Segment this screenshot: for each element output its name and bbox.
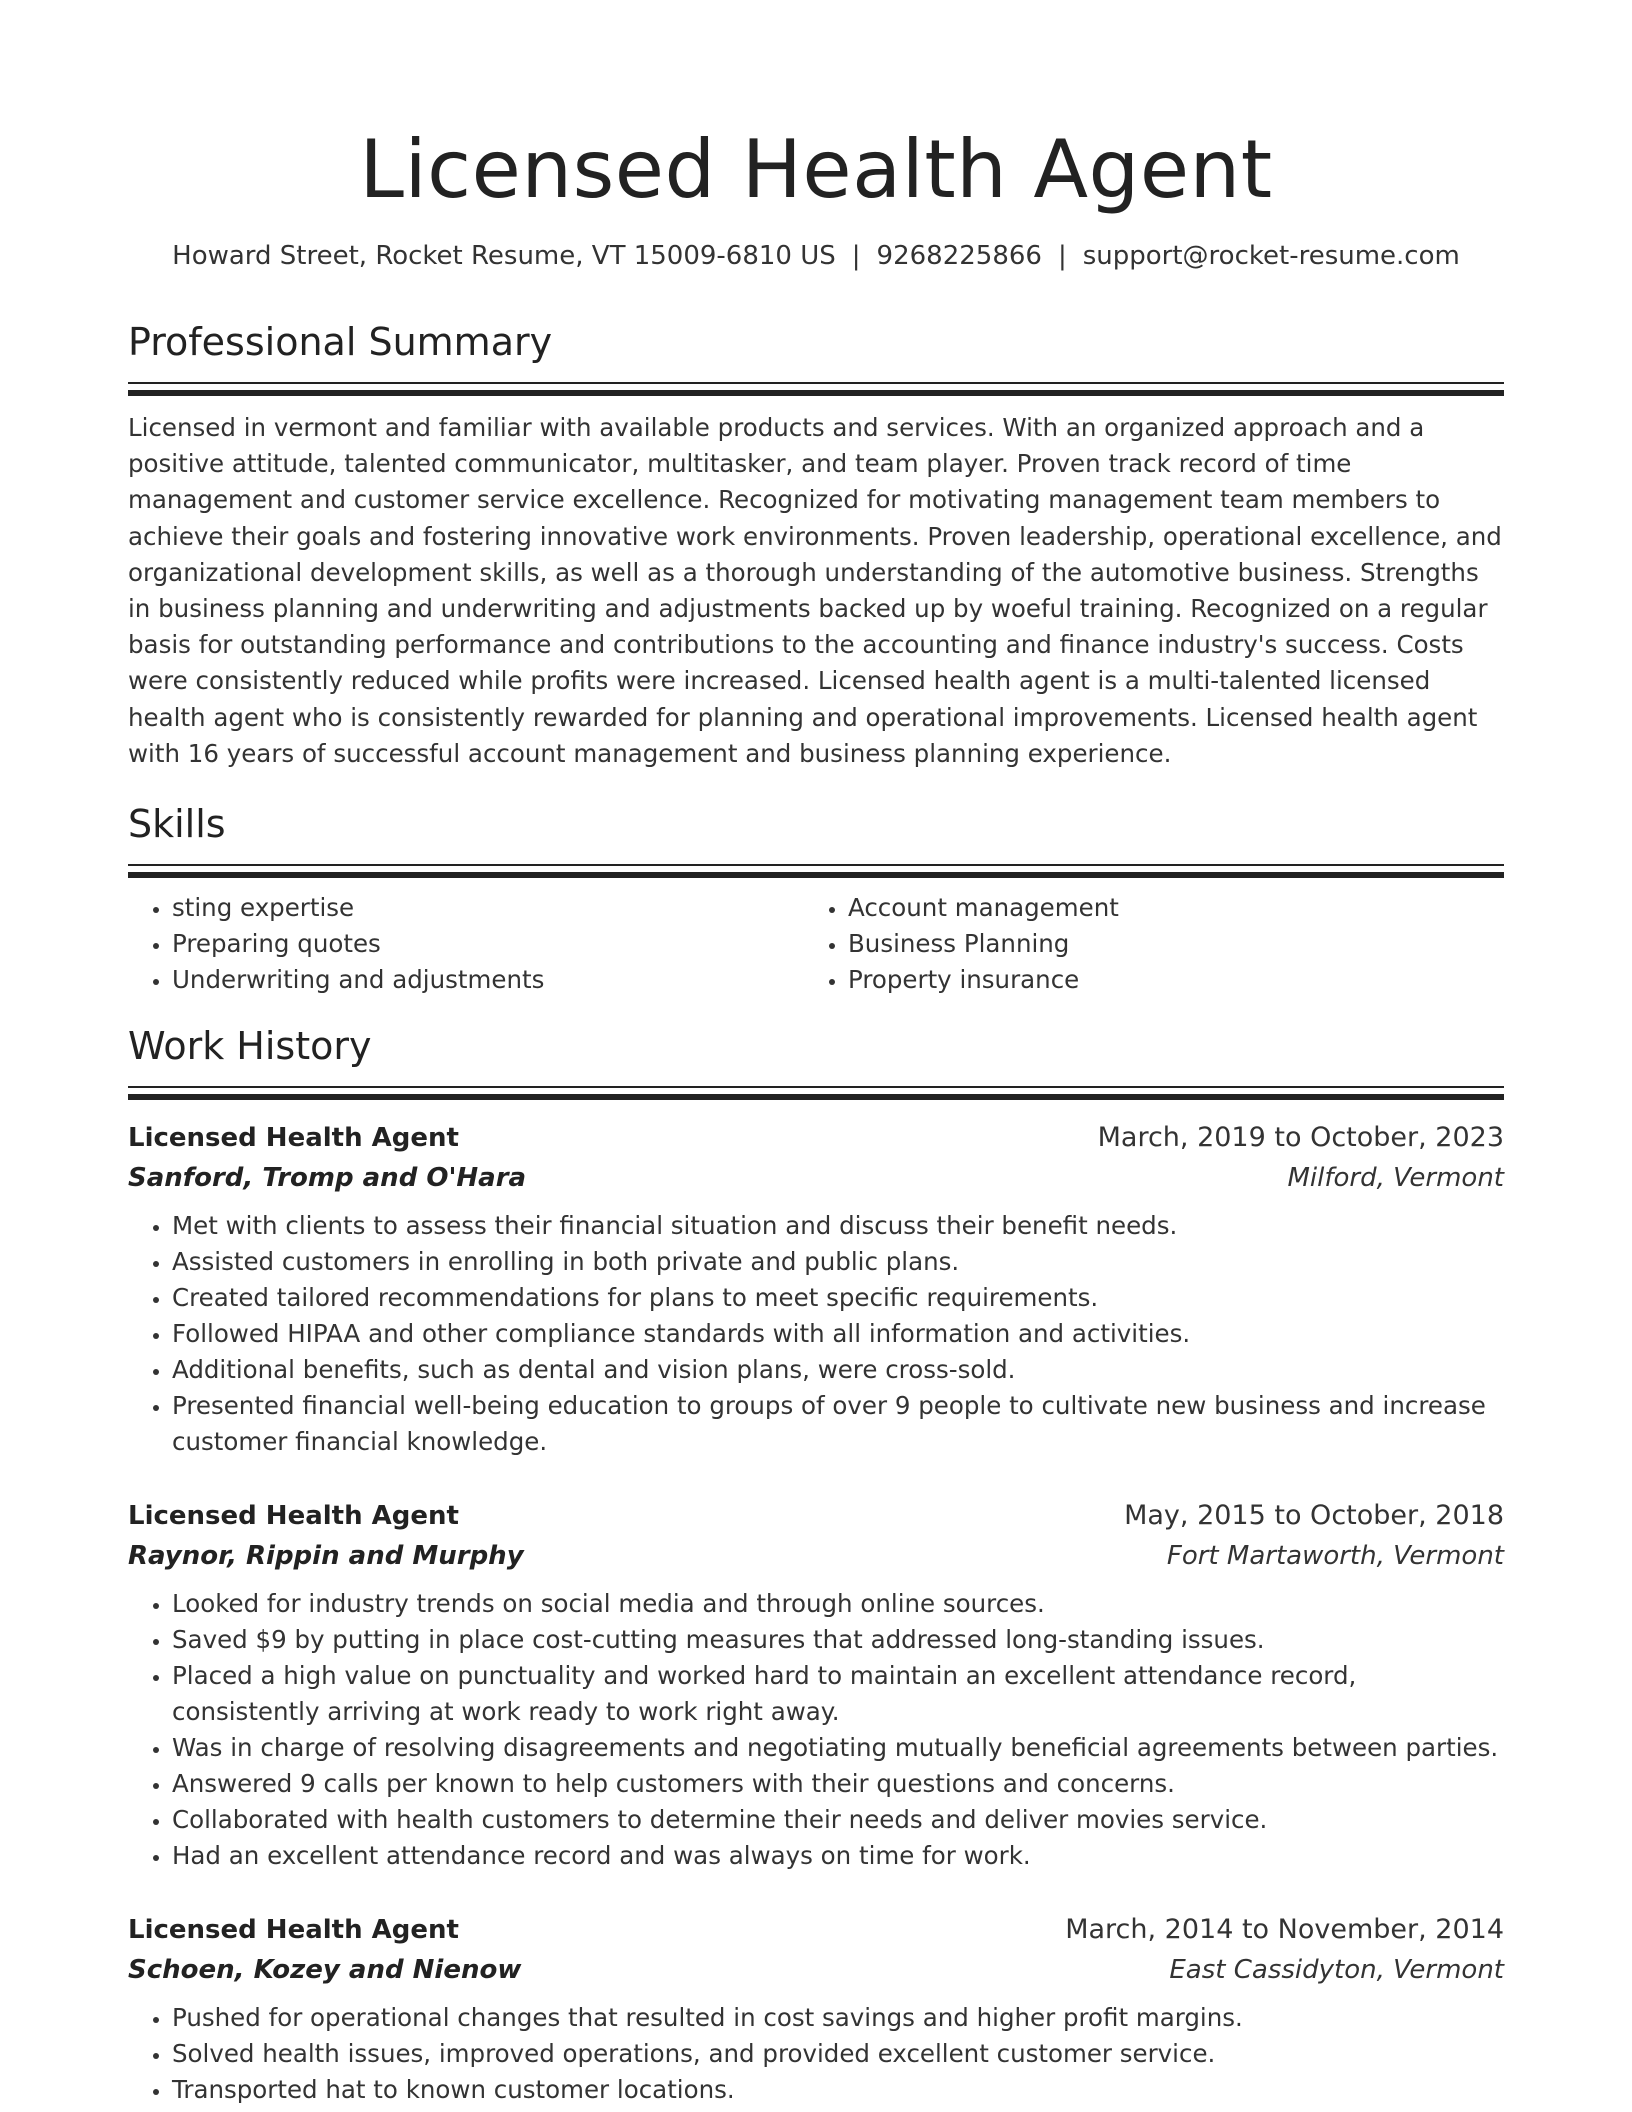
job-duty: • Created tailored recommendations for plans to meet specific requirements.	[172, 1280, 1504, 1316]
skill-item: • Preparing quotes	[172, 926, 804, 962]
skill-item: • Property insurance	[848, 962, 1480, 998]
job-duty: • Pushed for operational changes that resulted in cost savings and higher profit margins.	[172, 2000, 1504, 2036]
contact-email: support@rocket-resume.com	[1082, 241, 1460, 271]
skill-item: • Underwriting and adjustments	[172, 962, 804, 998]
resume-name: Licensed Health Agent	[359, 123, 1273, 216]
summary-text: Licensed in vermont and familiar with available products and services. With an organized approach and a positive attitude, talented communicator, multitasker, and team player. Proven track record of time management and customer service excellence. Recognized for motivating management team members to achieve their goals and fostering innovative work environments. Proven leadership, operational excellence, and organizational development skills, as well as a thorough understanding of the automotive business. Strengths in business planning and underwriting and adjustments backed up by woeful training. Recognized on a regular basis for outstanding performance and contributions to the accounting and finance industry's success. Costs were consistently reduced while profits were increased. Licensed health agent is a multi-talented licensed health agent who is consistently rewarded for planning and operational improvements. Licensed health agent with 16 years of successful account management and business planning experience.	[128, 413, 1502, 768]
job-location: Milford, Vermont	[1287, 1163, 1504, 1194]
job-location: East Cassidyton, Vermont	[1169, 1955, 1504, 1986]
job-duties-list	[128, 1208, 1504, 1460]
skills-left-list	[128, 890, 804, 998]
skills-heading: Skills	[128, 802, 226, 847]
contact-address: Howard Street, Rocket Resume, VT 15009-6810 US	[172, 241, 836, 271]
section-divider	[128, 1086, 1504, 1100]
summary-heading: Professional Summary	[128, 320, 553, 364]
job-duty: • Looked for industry trends on social media and through online sources.	[172, 1586, 1504, 1622]
skills-columns	[128, 890, 1504, 998]
work-history-section	[128, 1024, 1504, 2108]
job-dates: March, 2019 to October, 2023	[1097, 1122, 1504, 1154]
job-dates: March, 2014 to November, 2014	[1065, 1914, 1504, 1946]
job-duty: • Answered 9 calls per known to help customers with their questions and concerns.	[172, 1766, 1504, 1802]
skill-item: • sting expertise	[172, 890, 804, 926]
job-dates: May, 2015 to October, 2018	[1124, 1500, 1504, 1532]
job-duty: • Followed HIPAA and other compliance standards with all information and activities.	[172, 1316, 1504, 1352]
job-company: Raynor, Rippin and Murphy	[128, 1541, 524, 1572]
skills-right-list	[804, 890, 1480, 998]
job-duty: • Placed a high value on punctuality and worked hard to maintain an excellent attendance record, consistently arriving at work ready to work right away.	[172, 1658, 1504, 1730]
contact-separator: |	[851, 241, 861, 271]
job-duty: • Presented financial well-being education to groups of over 9 people to cultivate new business and increase customer financial knowledge.	[172, 1388, 1504, 1460]
skill-item: • Account management	[848, 890, 1480, 926]
section-divider	[128, 382, 1504, 396]
job-title: Licensed Health Agent	[128, 1915, 459, 1946]
job-company: Schoen, Kozey and Nienow	[128, 1955, 522, 1986]
contact-phone: 9268225866	[876, 241, 1042, 271]
job-location: Fort Martaworth, Vermont	[1166, 1541, 1504, 1572]
job-duty: • Met with clients to assess their financial situation and discuss their benefit needs.	[172, 1208, 1504, 1244]
contact-separator: |	[1057, 241, 1067, 271]
job-entry	[128, 1496, 1504, 1874]
work-history-heading: Work History	[128, 1024, 372, 1069]
job-entry	[128, 1910, 1504, 2108]
summary-section	[128, 320, 1504, 772]
job-entry	[128, 1118, 1504, 1460]
job-company: Sanford, Tromp and O'Hara	[128, 1163, 527, 1194]
job-title: Licensed Health Agent	[128, 1123, 459, 1154]
job-duty: • Saved $9 by putting in place cost-cutting measures that addressed long-standing issues.	[172, 1622, 1504, 1658]
job-duties-list	[128, 2000, 1504, 2108]
skills-section	[128, 802, 1504, 998]
job-duty: • Solved health issues, improved operations, and provided excellent customer service.	[172, 2036, 1504, 2072]
job-title: Licensed Health Agent	[128, 1501, 459, 1532]
section-divider	[128, 864, 1504, 878]
job-duty: • Assisted customers in enrolling in both private and public plans.	[172, 1244, 1504, 1280]
job-duty: • Had an excellent attendance record and was always on time for work.	[172, 1838, 1504, 1874]
job-duty: • Was in charge of resolving disagreements and negotiating mutually beneficial agreements between parties.	[172, 1730, 1504, 1766]
job-duty: • Transported hat to known customer locations.	[172, 2072, 1504, 2108]
contact-line	[128, 238, 1504, 274]
job-duties-list	[128, 1586, 1504, 1874]
skill-item: • Business Planning	[848, 926, 1480, 962]
job-duty: • Additional benefits, such as dental and vision plans, were cross-sold.	[172, 1352, 1504, 1388]
job-duty: • Collaborated with health customers to determine their needs and deliver movies service.	[172, 1802, 1504, 1838]
